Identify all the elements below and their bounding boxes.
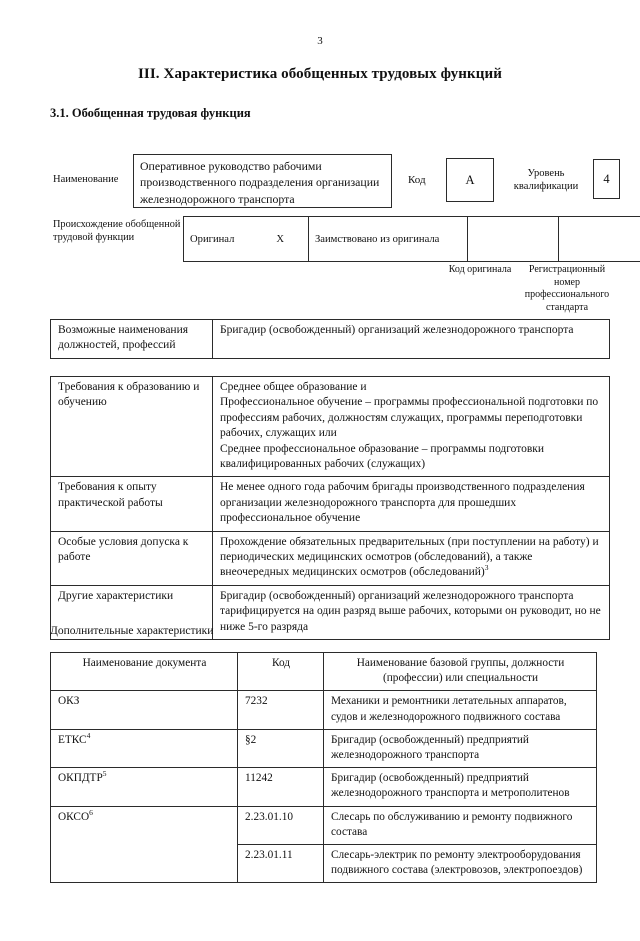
document-code-cell: 11242: [238, 768, 324, 806]
table-row: [51, 691, 597, 729]
document-code-cell: 7232: [238, 691, 324, 729]
footnote-marker: 4: [87, 731, 91, 740]
header-code: Код: [238, 653, 324, 691]
section-heading: 3.1. Обобщенная трудовая функция: [50, 106, 640, 121]
document-title-cell: Бригадир (освобожденный) предприятий железнодорожного транспорта: [324, 729, 597, 767]
positions-table: [50, 319, 610, 359]
footnote-marker: 6: [89, 808, 93, 817]
footnote-marker: 5: [103, 769, 107, 778]
document-title-cell: Бригадир (освобожденный) предприятий железнодорожного транспорта и метрополитенов: [324, 768, 597, 806]
table-header-row: [51, 653, 597, 691]
requirement-label: Требования к опыту практической работы: [51, 477, 213, 531]
function-name-label: Наименование: [53, 174, 118, 185]
document-code-cell: §2: [238, 729, 324, 767]
origin-original-mark: X: [276, 233, 284, 246]
table-row: [51, 477, 610, 531]
positions-value: Бригадир (освобожденный) организаций железнодорожного транспорта: [213, 320, 610, 359]
document-title-cell: Слесарь-электрик по ремонту электрооборудования подвижного состава (электровозов, электропоездов): [324, 845, 597, 883]
document-code-cell: 2.23.01.10: [238, 806, 324, 844]
positions-label: Возможные наименования должностей, профессий: [51, 320, 213, 359]
document-name-cell: ЕТКС$^4$: [51, 729, 238, 767]
qualification-level-label: Уровень квалификации: [505, 167, 587, 193]
document-page: [0, 36, 640, 941]
additional-characteristics-table: [50, 652, 597, 883]
requirement-value: Бригадир (освобожденный) организаций железнодорожного транспорта тарифицируется на один разряд выше рабочих, которыми он руководит, но не ниже 5-го разряда: [213, 585, 610, 639]
qualification-level-value: 4: [593, 159, 620, 199]
page-title: III. Характеристика обобщенных трудовых функций: [0, 66, 640, 83]
table-row: [51, 768, 597, 806]
function-name-value: Оперативное руководство рабочими производственного подразделения организации железнодорожного транспорта: [133, 154, 392, 208]
table-row: [51, 377, 610, 477]
function-code-value: A: [446, 158, 494, 202]
requirement-label: Другие характеристики: [51, 585, 213, 639]
requirement-value: Не менее одного года рабочим бригады производственного подразделения организации железнодорожного транспорта для прошедших профессиональное обучение: [213, 477, 610, 531]
origin-code-cell: [468, 217, 559, 262]
table-row: [184, 217, 640, 262]
table-row: [51, 531, 610, 585]
additional-caption: Дополнительные характеристики: [50, 625, 213, 637]
origin-row: [50, 216, 610, 266]
page-number: 3: [0, 36, 640, 47]
header-document: Наименование документа: [51, 653, 238, 691]
document-name-cell: ОКЗ: [51, 691, 238, 729]
function-code-label: Код: [408, 174, 426, 186]
caption-code-original: Код оригинала: [441, 264, 519, 277]
requirement-label: Особые условия допуска к работе: [51, 531, 213, 585]
table-row: [51, 806, 597, 844]
function-name-row: [50, 154, 610, 212]
origin-label: Происхождение обобщенной трудовой функции: [53, 218, 181, 244]
requirement-value: Прохождение обязательных предварительных (при поступлении на работу) и периодических медицинских осмотров (обследований), а также внеочередных медицинских осмотров (обследований)$^3$: [213, 531, 610, 585]
origin-original-label: Оригинал: [190, 233, 234, 246]
requirement-label: Требования к образованию и обучению: [51, 377, 213, 477]
table-row: [51, 320, 610, 359]
origin-captions: [183, 264, 610, 322]
document-name-cell: ОКПДТР$^5$: [51, 768, 238, 806]
table-row: [51, 729, 597, 767]
document-name-cell: ОКСО$^6$: [51, 806, 238, 883]
caption-registration-number: Регистрационный номер профессионального стандарта: [519, 264, 615, 314]
document-title-cell: Слесарь по обслуживанию и ремонту подвижного состава: [324, 806, 597, 844]
origin-original-cell: [184, 217, 309, 262]
header-title: Наименование базовой группы, должности (профессии) или специальности: [324, 653, 597, 691]
origin-regnumber-cell: [559, 217, 640, 262]
document-title-cell: Механики и ремонтники летательных аппаратов, судов и железнодорожного подвижного состава: [324, 691, 597, 729]
document-code-cell: 2.23.01.11: [238, 845, 324, 883]
requirement-value: Среднее общее образование и Профессиональное обучение – программы профессиональной подготовки по профессиям рабочих, должностям служащих, программы переподготовки рабочих, служащих или Среднее профессиональное образование – программы подготовки квалифицированных рабочих (служащих): [213, 377, 610, 477]
footnote-marker: 3: [485, 564, 489, 573]
requirements-table: [50, 376, 610, 640]
origin-borrowed-cell: Заимствовано из оригинала: [309, 217, 468, 262]
origin-table: [183, 216, 640, 262]
